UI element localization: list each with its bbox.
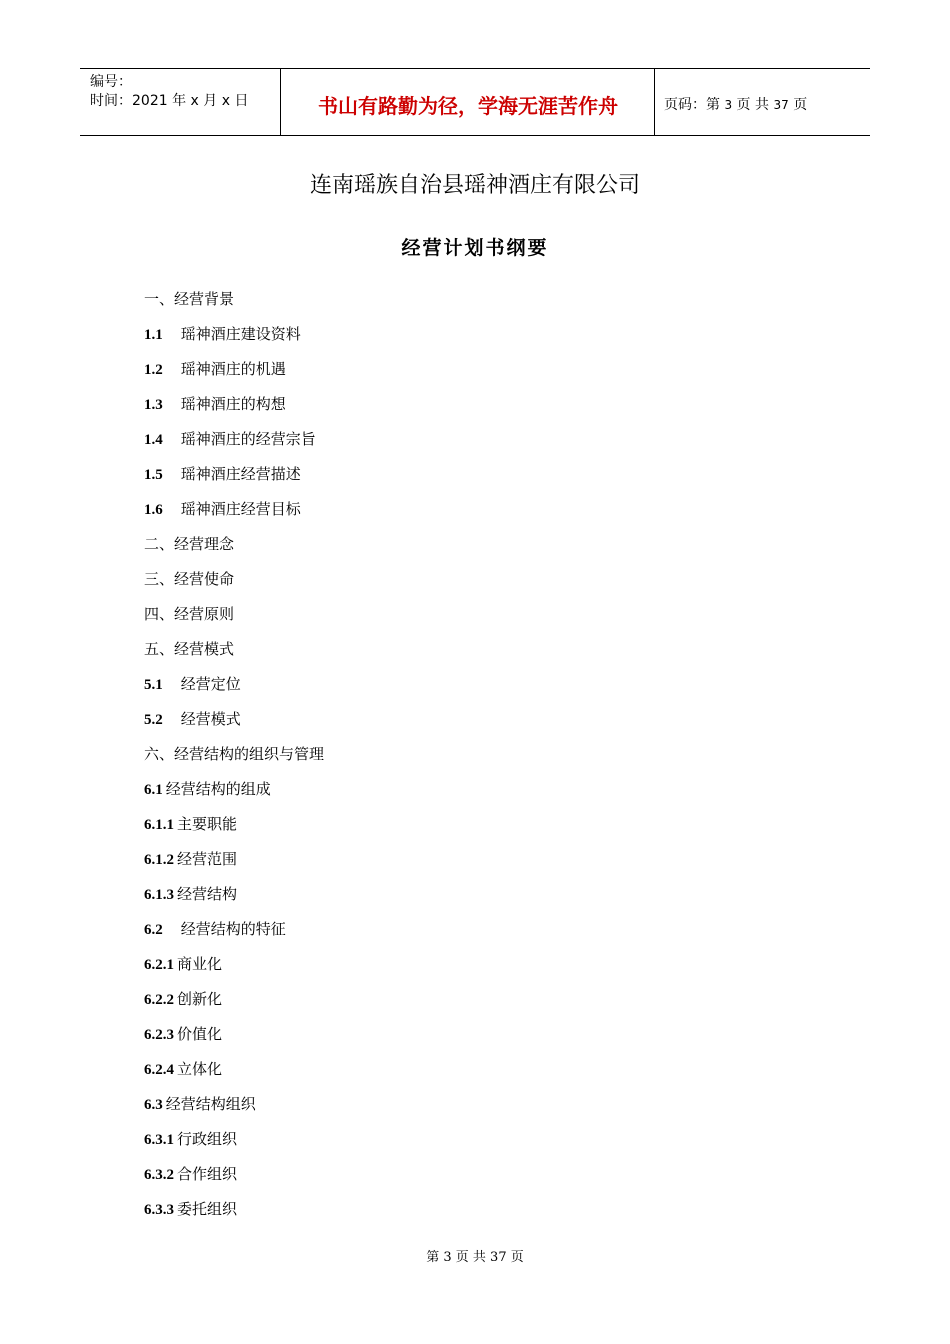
toc-entry-number: 6.1.1 bbox=[144, 817, 174, 833]
toc-entry-number: 1.5 bbox=[144, 467, 163, 483]
toc-entry-text: 瑶神酒庄建设资料 bbox=[180, 325, 301, 343]
toc-entry-text: 行政组织 bbox=[177, 1130, 238, 1148]
toc-entry-text: 商业化 bbox=[177, 955, 223, 973]
toc-entry bbox=[144, 883, 844, 918]
toc-entry-number: 6.1.3 bbox=[144, 887, 174, 903]
serial-label: 编号： bbox=[90, 74, 132, 90]
page-current: 3 bbox=[724, 98, 733, 112]
toc-entry-number: 1.1 bbox=[144, 327, 163, 343]
toc-entry-number: 6.3 bbox=[144, 1097, 163, 1113]
toc-entry-text: 三、经营使命 bbox=[144, 570, 235, 588]
toc-entry-text: 主要职能 bbox=[177, 815, 238, 833]
toc-entry-number: 1.4 bbox=[144, 432, 163, 448]
toc-entry bbox=[144, 1058, 844, 1093]
header-meta bbox=[90, 73, 280, 111]
document-subtitle: 经营计划书纲要 bbox=[401, 237, 549, 259]
toc-entry-text: 瑶神酒庄的构想 bbox=[180, 395, 286, 413]
toc-entry-text: 四、经营原则 bbox=[144, 605, 235, 623]
toc-entry bbox=[144, 1198, 844, 1233]
toc-entry bbox=[144, 988, 844, 1023]
toc-entry bbox=[144, 1128, 844, 1163]
toc-entry bbox=[144, 533, 844, 568]
toc-entry bbox=[144, 393, 844, 428]
time-label: 时间：2021 年 x 月 x 日 bbox=[90, 93, 249, 109]
toc-entry-number: 1.6 bbox=[144, 502, 163, 518]
company-title: 连南瑶族自治县瑶神酒庄有限公司 bbox=[309, 173, 640, 198]
toc-entry-number: 6.2.2 bbox=[144, 992, 174, 1008]
toc-entry bbox=[144, 498, 844, 533]
toc-entry-text: 五、经营模式 bbox=[144, 640, 235, 658]
toc-entry-text: 瑶神酒庄的经营宗旨 bbox=[180, 430, 316, 448]
toc-entry bbox=[144, 358, 844, 393]
toc-entry-number: 5.2 bbox=[144, 712, 163, 728]
page-suffix: 页 bbox=[793, 97, 808, 113]
toc-entry-text: 价值化 bbox=[177, 1025, 223, 1043]
toc-entry-number: 6.2 bbox=[144, 922, 163, 938]
toc-entry-text: 一、经营背景 bbox=[144, 290, 235, 308]
toc-entry bbox=[144, 568, 844, 603]
toc-entry-number: 5.1 bbox=[144, 677, 163, 693]
toc-entry bbox=[144, 428, 844, 463]
toc-entry bbox=[144, 918, 844, 953]
header-motto: 书山有路勤为径，学海无涯苦作舟 bbox=[318, 94, 618, 118]
toc-entry bbox=[144, 848, 844, 883]
header-divider-left bbox=[280, 69, 281, 136]
toc-entry-text: 创新化 bbox=[177, 990, 223, 1008]
page-header bbox=[80, 68, 870, 136]
toc-entry-number: 1.2 bbox=[144, 362, 163, 378]
toc-entry-text: 六、经营结构的组织与管理 bbox=[144, 745, 325, 763]
toc-entry bbox=[144, 673, 844, 708]
toc-entry-text: 经营结构的组成 bbox=[165, 780, 271, 798]
toc-entry-number: 6.3.1 bbox=[144, 1132, 174, 1148]
toc-entry bbox=[144, 288, 844, 323]
toc-entry bbox=[144, 1093, 844, 1128]
toc-entry-text: 二、经营理念 bbox=[144, 535, 235, 553]
toc-entry-number: 6.1 bbox=[144, 782, 163, 798]
toc-entry-number: 6.3.2 bbox=[144, 1167, 174, 1183]
toc-entry bbox=[144, 953, 844, 988]
toc-entry-number: 1.3 bbox=[144, 397, 163, 413]
toc-entry bbox=[144, 1163, 844, 1198]
toc-entry-text: 经营模式 bbox=[180, 710, 241, 728]
page-footer: 第 3 页 共 37 页 bbox=[426, 1250, 524, 1265]
toc-entry-text: 经营结构 bbox=[177, 885, 238, 903]
toc-entry bbox=[144, 638, 844, 673]
toc-entry-number: 6.1.2 bbox=[144, 852, 174, 868]
toc-entry bbox=[144, 743, 844, 778]
toc-entry bbox=[144, 1023, 844, 1058]
page-prefix: 页码：第 bbox=[664, 97, 720, 113]
header-page-info bbox=[664, 94, 807, 114]
toc-entry bbox=[144, 463, 844, 498]
toc-entry-text: 委托组织 bbox=[177, 1200, 238, 1218]
toc-entry-text: 经营范围 bbox=[177, 850, 238, 868]
toc-entry-number: 6.2.1 bbox=[144, 957, 174, 973]
toc-entry-text: 经营定位 bbox=[180, 675, 241, 693]
toc-entry-number: 6.3.3 bbox=[144, 1202, 174, 1218]
toc-entry-number: 6.2.3 bbox=[144, 1027, 174, 1043]
page-mid: 页 共 bbox=[736, 97, 769, 113]
toc-entry bbox=[144, 813, 844, 848]
toc-entry bbox=[144, 323, 844, 358]
toc-entry-number: 6.2.4 bbox=[144, 1062, 174, 1078]
toc-entry bbox=[144, 778, 844, 813]
header-divider-right bbox=[654, 69, 655, 136]
toc-entry-text: 瑶神酒庄经营目标 bbox=[180, 500, 301, 518]
toc-entry-text: 立体化 bbox=[177, 1060, 223, 1078]
toc-entry bbox=[144, 603, 844, 638]
toc-entry-text: 合作组织 bbox=[177, 1165, 238, 1183]
toc-entry-text: 瑶神酒庄的机遇 bbox=[180, 360, 286, 378]
toc-entry-text: 经营结构的特征 bbox=[180, 920, 286, 938]
toc-entry bbox=[144, 708, 844, 743]
table-of-contents bbox=[144, 288, 844, 1233]
toc-entry-text: 瑶神酒庄经营描述 bbox=[180, 465, 301, 483]
toc-entry-text: 经营结构组织 bbox=[165, 1095, 256, 1113]
page-total: 37 bbox=[773, 98, 789, 112]
